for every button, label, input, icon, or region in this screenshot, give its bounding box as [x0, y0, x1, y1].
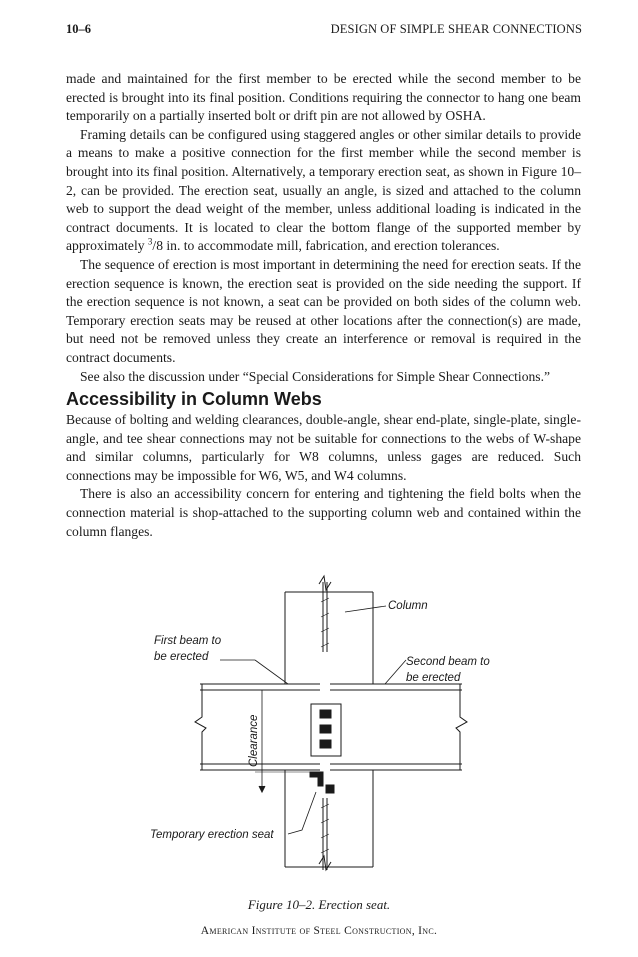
column-leader: [345, 606, 386, 612]
fraction-denominator: 8: [156, 238, 163, 254]
erection-seat-angle: [310, 772, 323, 786]
paragraph-1: made and maintained for the first member to be erected while the second member to be erected is brought into its final position. Conditions requiring the connector to hang one beam temporarily on a partially inserted bolt or drift pin are not allowed by OSHA.: [66, 71, 581, 124]
bolt-1: [320, 710, 331, 718]
paragraph-6: There is also an accessibility concern for entering and tightening the field bolts when the connection material is shop-attached to the supporting column web and contained within the column flanges.: [66, 486, 581, 539]
label-second-beam-2: be erected: [406, 672, 461, 684]
bolt-3: [320, 740, 331, 748]
label-erection-seat: Temporary erection seat: [150, 829, 274, 841]
erection-seat-diagram: [140, 572, 520, 872]
label-second-beam-1: Second beam to: [406, 656, 490, 668]
label-first-beam-1: First beam to: [154, 635, 222, 647]
label-clearance: Clearance: [248, 714, 260, 767]
second-beam-break: [456, 684, 467, 770]
column-break-bottom: [319, 856, 331, 870]
label-column: Column: [388, 600, 428, 612]
section-accessibility-body: [66, 411, 581, 541]
seat-bolt: [326, 785, 334, 793]
running-title: DESIGN OF SIMPLE SHEAR CONNECTIONS: [330, 22, 582, 36]
figure-erection-seat: [140, 572, 520, 872]
clearance-arrow: [259, 786, 265, 792]
paragraph-2-text-b: in. to accommodate mill, fabrication, and erection tolerances.: [163, 238, 500, 254]
figure-caption: Figure 10–2. Erection seat.: [247, 897, 391, 912]
section-heading: Accessibility in Column Webs: [66, 389, 322, 409]
column-web-lower: [323, 798, 327, 870]
page-footer: American Institute of Steel Construction, Inc.: [200, 925, 438, 937]
first-beam-break: [195, 684, 206, 770]
section-erection-body: [66, 70, 581, 386]
bolt-2: [320, 725, 331, 733]
second-beam-leader: [385, 660, 406, 684]
column-break-top: [319, 576, 331, 590]
paragraph-4: See also the discussion under “Special Considerations for Simple Shear Connections.”: [80, 368, 551, 384]
paragraph-5: Because of bolting and welding clearances, double-angle, shear end-plate, single-plate, single-angle, and tee shear connections may not be suitable for connections to the webs of W-shape and similar columns, particularly for W8 columns, unless gages are reduced. Such connections may be impossible for W6, W5, and W4 columns.: [66, 412, 581, 483]
paragraph-3: The sequence of erection is most important in determining the need for erection seats. If the erection sequence is known, the erection seat is provided on the side needing the support. If the erection sequence is not known, a seat can be provided on both sides of the column web. Temporary erection seats may be reused at other locations after the connection(s) are made, but need not be removed unless they create an interference or removal is required in the contract documents.: [66, 256, 581, 365]
paragraph-2: Framing details can be configured using staggered angles or other similar details to provide a means to make a positive connection for the first member while the second member is brought into its final position. Alternatively, a temporary erection seat, as shown in Figure 10–2, can be provided. The erection seat, usually an angle, is sized and attached to the column web to support the dead weight of the member, unless additional loading is indicated in the contract documents. It is located to clear the bottom flange of the supported member by approximately $^3$/8 in. to accommodate mill, fabrication, and erection tolerances.: [66, 126, 581, 254]
fraction-numerator: 3: [147, 236, 153, 247]
seat-leader: [288, 792, 316, 834]
paragraph-2-text-a: Framing details can be configured using staggered angles or other similar details to provide a means to make a positive connection for the first member while the second member is brought into its final position. Alternatively, a temporary erection seat, as shown in Figure 10–2, can be provided. The erection seat, usually an angle, is sized and attached to the column web to support the dead weight of the member, unless additional loading is indicated in the contract documents. It is located to clear the bottom flange of the supported member by approximately: [66, 126, 581, 254]
first-beam-leader: [255, 660, 288, 684]
label-first-beam-2: be erected: [154, 651, 209, 663]
page-number: 10–6: [66, 22, 91, 36]
